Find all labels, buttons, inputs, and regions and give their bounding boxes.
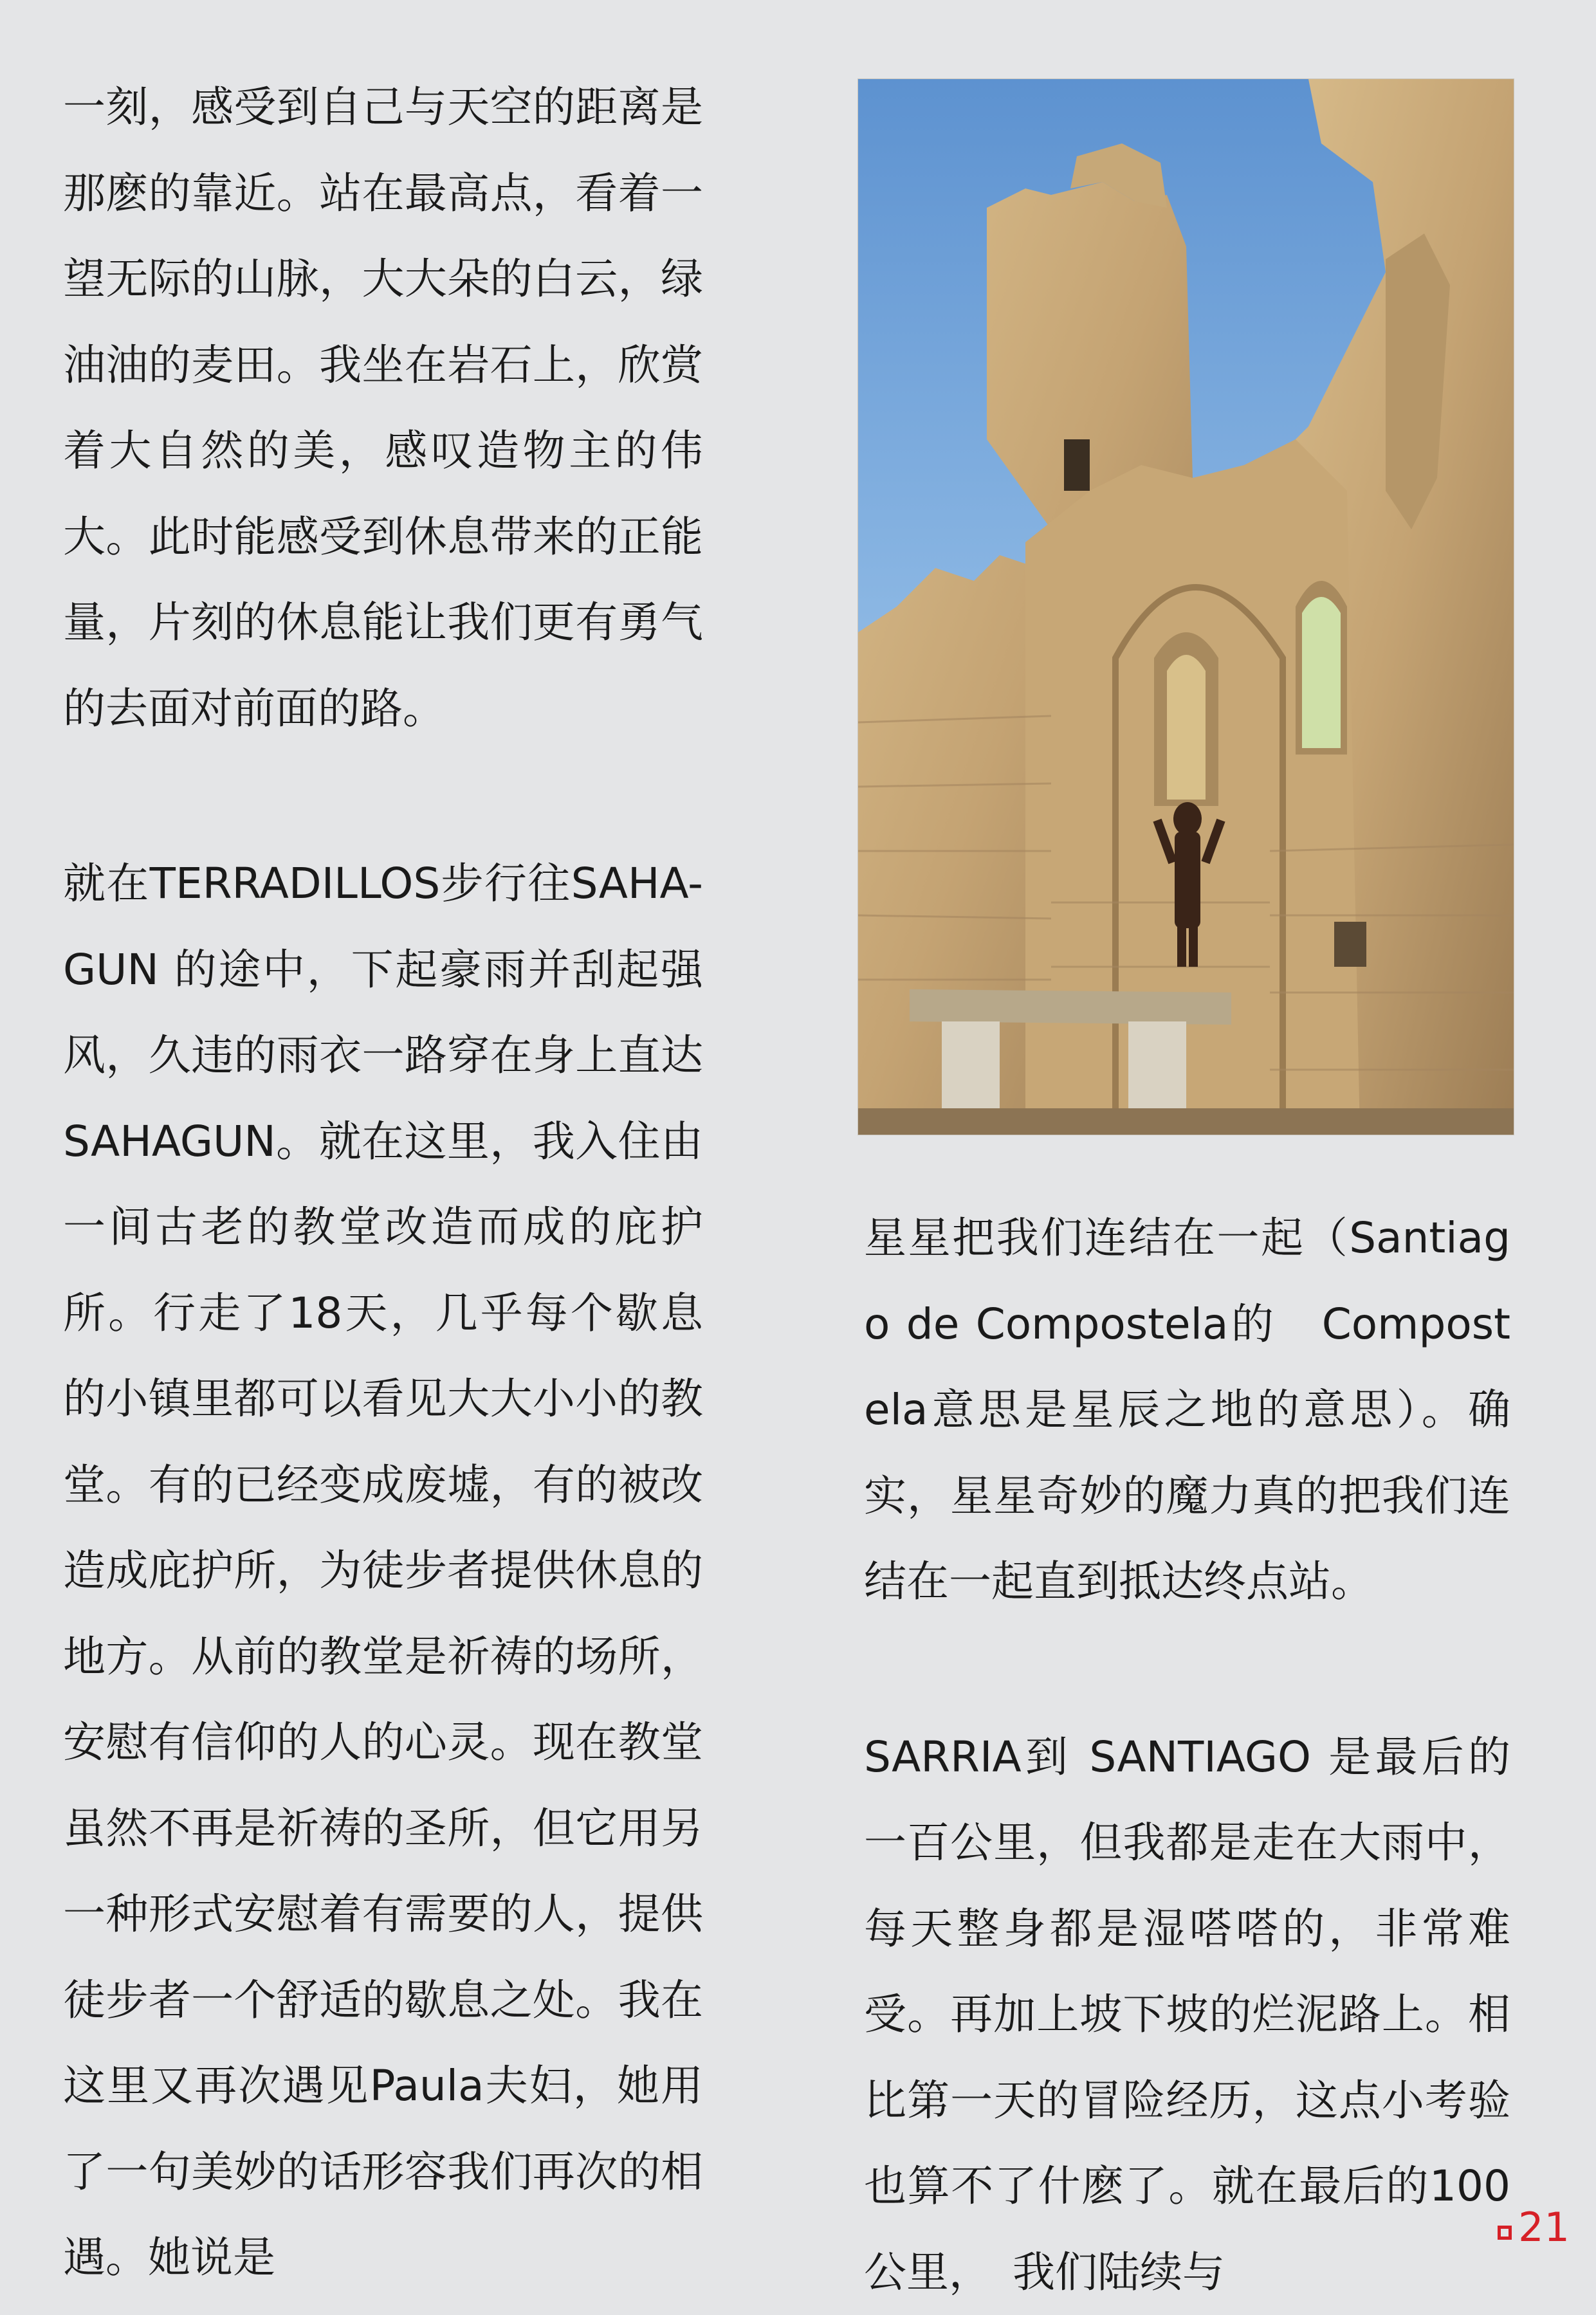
paragraph: 星星把我们连结在一起（Santiago de Compostela的 Compostela意思是星辰之地的意思）。确实，星星奇妙的魔力真的把我们连结在一起直到抵达终点站。 xyxy=(864,1195,1510,1625)
page-marker-icon xyxy=(1498,2226,1512,2240)
paragraph: SARRIA到 SANTIAGO 是最后的一百公里，但我都是走在大雨中，每天整身都是湿嗒嗒的，非常难受。再加上坡下坡的烂泥路上。相比第一天的冒险经历，这点小考验也算不了什麽了。就在最后的100公里， 我们陆续与 xyxy=(864,1714,1510,2315)
left-text-column xyxy=(63,64,703,2301)
paragraph: 一刻，感受到自己与天空的距离是那麽的靠近。站在最高点，看着一望无际的山脉，大大朵的白云，绿油油的麦田。我坐在岩石上，欣赏着大自然的美，感叹造物主的伟大。此时能感受到休息带来的正能量，片刻的休息能让我们更有勇气的去面对前面的路。 xyxy=(63,64,703,751)
church-ruins-illustration xyxy=(858,79,1514,1135)
paragraph: 就在TERRADILLOS步行往SAHA-GUN 的途中，下起豪雨并刮起强风，久违的雨衣一路穿在身上直达SAHAGUN。就在这里，我入住由一间古老的教堂改造而成的庇护所。行走了18天，几乎每个歇息的小镇里都可以看见大大小小的教堂。有的已经变成废墟，有的被改造成庇护所，为徒步者提供休息的地方。从前的教堂是祈祷的场所，安慰有信仰的人的心灵。现在教堂虽然不再是祈祷的圣所，但它用另一种形式安慰着有需要的人，提供徒步者一个舒适的歇息之处。我在这里又再次遇见Paula夫妇，她用了一句美妙的话形容我们再次的相遇。她说是 xyxy=(63,841,703,2301)
page-number xyxy=(1498,2208,1570,2247)
right-text-column xyxy=(864,1195,1510,2315)
page-number-text: 21 xyxy=(1518,2208,1570,2247)
church-ruins-photo xyxy=(858,78,1514,1135)
